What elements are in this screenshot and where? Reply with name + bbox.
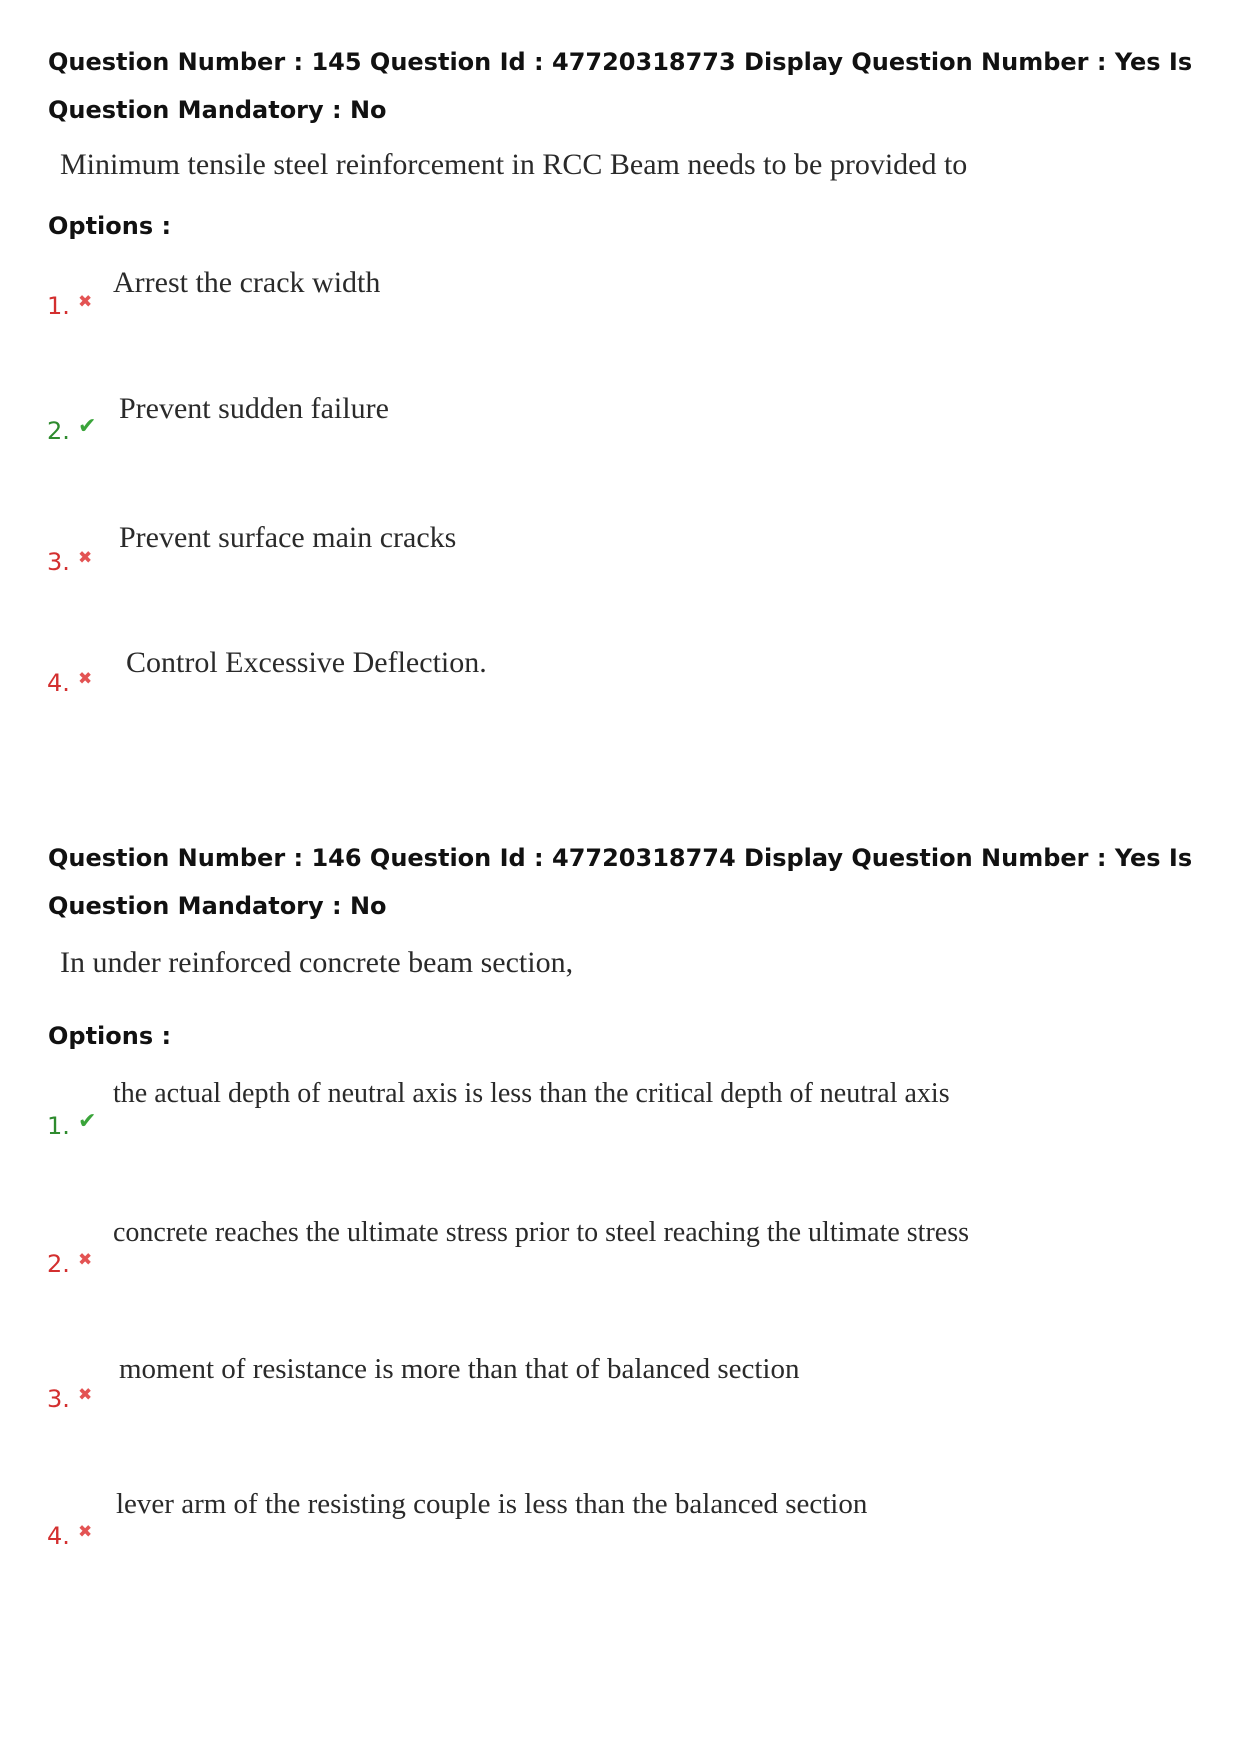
option-text: concrete reaches the ultimate stress prior to steel reaching the ultimate stress xyxy=(113,1217,970,1248)
option-text: lever arm of the resisting couple is less than the balanced section xyxy=(116,1488,868,1520)
option-item xyxy=(0,387,1240,467)
option-item xyxy=(0,516,1240,596)
option-text: Prevent sudden failure xyxy=(119,392,389,425)
option-text: the actual depth of neutral axis is less than the critical depth of neutral axis xyxy=(113,1078,950,1109)
option-item xyxy=(0,1482,1240,1562)
options-label: Options : xyxy=(48,1022,172,1050)
cross-icon: ✖ xyxy=(78,292,93,312)
question-header: Question Number : 146 Question Id : 47720318774 Display Question Number : Yes Is Question Mandatory : No xyxy=(48,844,1193,920)
option-item xyxy=(0,641,1240,721)
option-item xyxy=(0,1212,1240,1292)
option-number: 2. xyxy=(47,417,70,445)
option-number: 3. xyxy=(47,1385,70,1413)
option-number: 1. xyxy=(47,1112,70,1140)
option-text: moment of resistance is more than that of balanced section xyxy=(119,1353,800,1385)
option-number: 2. xyxy=(47,1250,70,1278)
option-number: 4. xyxy=(47,1522,70,1550)
check-icon: ✔ xyxy=(78,414,97,439)
question-text: Minimum tensile steel reinforcement in RCC Beam needs to be provided to xyxy=(60,148,968,181)
option-text: Control Excessive Deflection. xyxy=(126,646,487,679)
cross-icon: ✖ xyxy=(78,669,93,689)
option-number: 3. xyxy=(47,548,70,576)
option-text: Prevent surface main cracks xyxy=(119,521,457,554)
option-text: Arrest the crack width xyxy=(113,266,381,299)
option-number: 4. xyxy=(47,669,70,697)
cross-icon: ✖ xyxy=(78,1522,93,1542)
question-header: Question Number : 145 Question Id : 47720318773 Display Question Number : Yes Is Question Mandatory : No xyxy=(48,48,1193,124)
cross-icon: ✖ xyxy=(78,548,93,568)
option-number: 1. xyxy=(47,292,70,320)
option-item xyxy=(0,1347,1240,1427)
question-text: In under reinforced concrete beam section, xyxy=(60,946,574,979)
check-icon: ✔ xyxy=(78,1109,97,1134)
options-label: Options : xyxy=(48,212,172,240)
cross-icon: ✖ xyxy=(78,1385,93,1405)
option-item xyxy=(0,1072,1240,1152)
cross-icon: ✖ xyxy=(78,1250,93,1270)
option-item xyxy=(0,260,1240,340)
